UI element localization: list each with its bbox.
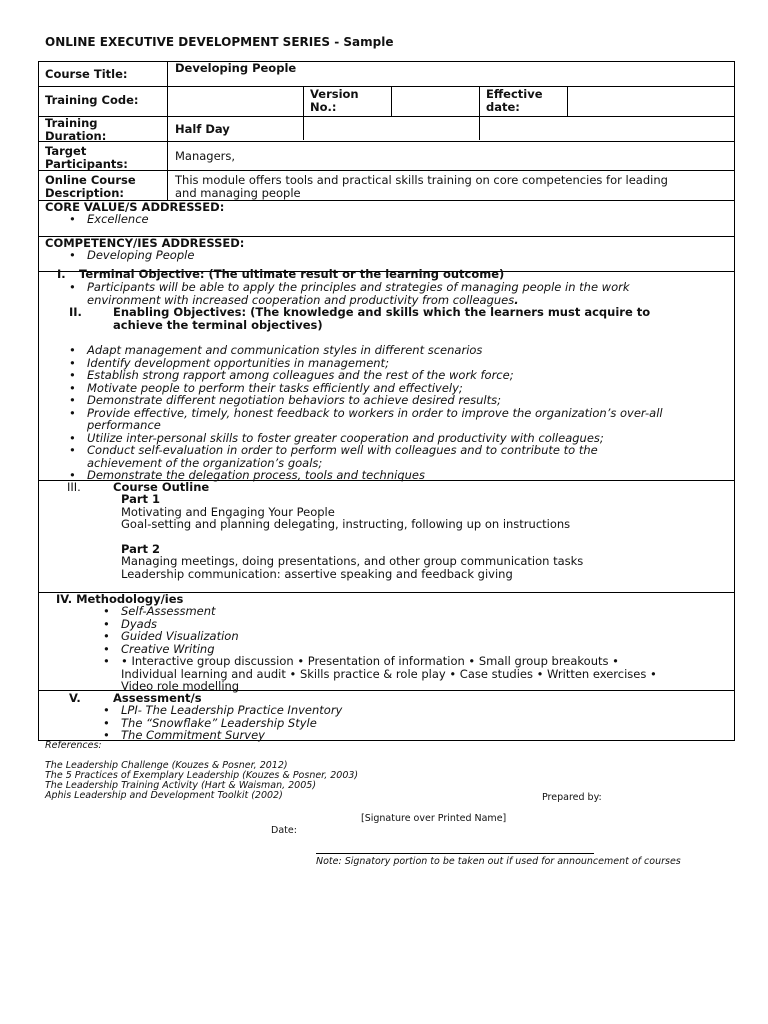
methodology-heading: IV. Methodology/ies (56, 592, 184, 606)
core-values-heading: CORE VALUE/S ADDRESSED: (45, 200, 225, 214)
part-1-line: Motivating and Engaging Your People (121, 505, 335, 519)
terminal-objective-heading: Terminal Objective: (The ultimate result or the learning outcome) (79, 267, 505, 281)
list-item: • The “Snowflake” Leadership Style (99, 717, 342, 730)
row-divider (39, 141, 734, 142)
document-title: ONLINE EXECUTIVE DEVELOPMENT SERIES - Sample (45, 35, 394, 49)
row-divider (39, 170, 734, 171)
core-values-list (65, 213, 149, 226)
list-item: • Participants will be able to apply the principles and strategies of managing people in the work environment with increased cooperation and productivity from colleagues. (65, 281, 630, 306)
list-item: • Identify development opportunities in management; (65, 357, 663, 370)
part-2-label: Part 2 (121, 542, 161, 556)
course-form (38, 61, 735, 741)
list-item: • Excellence (65, 213, 149, 226)
list-item: • Demonstrate the delegation process, tools and techniques (65, 469, 663, 482)
part-2-line: Managing meetings, doing presentations, and other group communication tasks (121, 554, 584, 568)
references-heading: References: (45, 740, 102, 751)
list-item: • Conduct self-evaluation in order to perform well with colleagues and to contribute to the achievement of the organization’s goals; (65, 444, 663, 469)
competencies-list (65, 249, 194, 262)
course-description-value[interactable]: This module offers tools and practical skills training on core competencies for leading and managing people (175, 173, 668, 200)
part-2-line: Leadership communication: assertive speaking and feedback giving (121, 567, 513, 581)
course-outline-numeral: III. (67, 480, 81, 494)
reference-item: Aphis Leadership and Development Toolkit (2002) (45, 790, 283, 801)
assessment-list (99, 704, 342, 742)
reference-item: The 5 Practices of Exemplary Leadership (Kouzes & Posner, 2003) (45, 770, 359, 781)
enabling-objectives-heading: Enabling Objectives: (The knowledge and skills which the learners must acquire to achieve the terminal objectives) (113, 305, 651, 332)
list-item: • Motivate people to perform their tasks efficiently and effectively; (65, 382, 663, 395)
course-description-label: Online Course Description: (45, 173, 136, 200)
list-item: • Utilize inter-personal skills to foster greater cooperation and productivity with colleagues; (65, 432, 663, 445)
part-1-label: Part 1 (121, 492, 161, 506)
date-label: Date: (271, 825, 297, 836)
list-item: • Dyads (99, 618, 657, 631)
list-item: • Establish strong rapport among colleagues and the rest of the work force; (65, 369, 663, 382)
target-participants-label: Target Participants: (45, 144, 128, 171)
note-divider (316, 853, 594, 854)
row-divider (39, 116, 734, 117)
list-item: • Adapt management and communication styles in different scenarios (65, 344, 663, 357)
row-divider (39, 86, 734, 87)
list-item: • Creative Writing (99, 643, 657, 656)
column-divider (479, 86, 480, 140)
list-item: • The Commitment Survey (99, 729, 342, 742)
column-divider (391, 86, 392, 116)
reference-item: The Leadership Challenge (Kouzes & Posner, 2012) (45, 760, 288, 771)
effective-date-label: Effective date: (486, 87, 543, 114)
signature-label: [Signature over Printed Name] (361, 813, 507, 824)
column-divider (567, 86, 568, 116)
list-item: • Developing People (65, 249, 194, 262)
list-item: • Provide effective, timely, honest feedback to workers in order to improve the organization’s over-all performance (65, 407, 663, 432)
assessment-heading: Assessment/s (113, 691, 202, 705)
reference-item: The Leadership Training Activity (Hart & Waisman, 2005) (45, 780, 317, 791)
part-1-line: Goal-setting and planning delegating, instructing, following up on instructions (121, 517, 571, 531)
references (45, 741, 358, 801)
competencies-heading: COMPETENCY/IES ADDRESSED: (45, 236, 245, 250)
list-item: • Demonstrate different negotiation behaviors to achieve desired results; (65, 394, 663, 407)
course-outline-heading: Course Outline (113, 480, 210, 494)
column-divider (167, 62, 168, 200)
enabling-objectives-list (65, 344, 663, 482)
training-duration-value[interactable]: Half Day (175, 122, 230, 136)
training-code-label: Training Code: (45, 93, 139, 107)
list-item: • Guided Visualization (99, 630, 657, 643)
version-label: Version No.: (310, 87, 359, 114)
list-item: • Self-Assessment (99, 605, 657, 618)
target-participants-value[interactable]: Managers, (175, 149, 236, 163)
terminal-objective-list (65, 281, 630, 306)
list-item: • • Interactive group discussion • Presentation of information • Small group breakouts • Individual learning and audit • Skills practice & role play • Case studies • Written exercises • Video role modelling (99, 655, 657, 693)
assessment-numeral: V. (69, 691, 81, 705)
course-title-label: Course Title: (45, 67, 128, 81)
column-divider (303, 86, 304, 140)
prepared-by-label: Prepared by: (542, 792, 602, 803)
enabling-objectives-numeral: II. (69, 305, 82, 319)
methodology-list (99, 605, 657, 693)
course-title-value[interactable]: Developing People (175, 61, 297, 75)
list-item: • LPI- The Leadership Practice Inventory (99, 704, 342, 717)
terminal-objective-numeral: I. (57, 267, 66, 281)
signatory-note: Note: Signatory portion to be taken out if used for announcement of courses (316, 856, 681, 867)
training-duration-label: Training Duration: (45, 116, 107, 143)
